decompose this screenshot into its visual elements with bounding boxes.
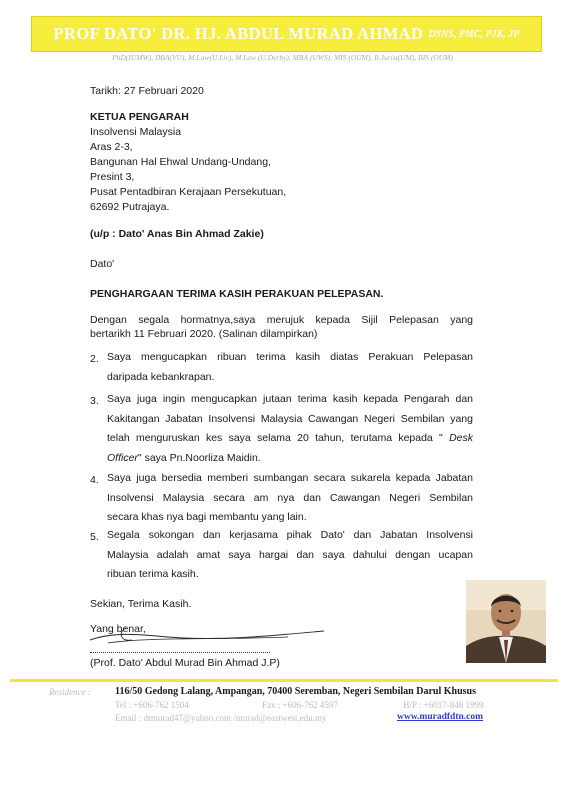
- letterhead-qualifications: PhD(IUMW), DBA(VU), M.Law(U.Liv), M.Law (U.Derby), MBA (UWS), MIS (OUM), B.Jurist(UM), BIS (OUM): [112, 53, 453, 62]
- list-item: [107, 348, 473, 387]
- item-line: Saya juga ingin mengucapkan jutaan terima kasih kepada Pengarah dan: [107, 393, 473, 405]
- residence-label: Residence :: [49, 687, 91, 697]
- item-line: Saya juga bersedia memberi sumbangan secara sukarela kepada Jabatan: [107, 472, 473, 484]
- footer-email[interactable]: Email : drmurad47@yahoo.com /murad@eastwest.edu.my: [115, 713, 327, 723]
- list-item: [107, 526, 473, 585]
- salutation: Dato': [90, 258, 115, 270]
- portrait-image: [466, 580, 546, 663]
- item-line: Insolvensi Malaysia secara am nya dan Cawangan Negeri Sembilan: [107, 491, 473, 504]
- intro-line: bertarikh 11 Februari 2020. (Salinan dilampirkan): [90, 328, 318, 340]
- item-number: 3.: [90, 395, 99, 407]
- footer-tel: Tel : +606-762 1504: [115, 700, 189, 710]
- closing-line: Sekian, Terima Kasih.: [90, 598, 192, 610]
- item-line: ribuan terima kasih.: [107, 568, 199, 580]
- list-item: [107, 469, 473, 528]
- item-line: Malaysia adalah amat saya hargai dan saya dahului dengan ucapan: [107, 548, 473, 561]
- item-number: 5.: [90, 531, 99, 543]
- footer-address: 116/50 Gedong Lalang, Ampangan, 70400 Seremban, Negeri Sembilan Darul Khusus: [115, 686, 476, 697]
- letterhead-banner: [31, 16, 542, 52]
- item-line: [107, 449, 473, 469]
- intro-paragraph: [90, 313, 473, 341]
- footer-divider: [10, 679, 558, 682]
- address-line: Bangunan Hal Ehwal Undang-Undang,: [90, 156, 271, 168]
- address-line: Insolvensi Malaysia: [90, 126, 182, 138]
- signoff-line: Yang benar,: [90, 623, 146, 635]
- list-item: [107, 390, 473, 468]
- item-number: 2.: [90, 353, 99, 365]
- subject-line: PENGHARGAAN TERIMA KASIH PERAKUAN PELEPASAN.: [90, 288, 384, 300]
- letter-date: Tarikh: 27 Februari 2020: [90, 85, 204, 97]
- footer-fax: Fax : +606-762 4597: [262, 700, 338, 710]
- recipient-title: KETUA PENGARAH: [90, 111, 189, 123]
- footer-website-link[interactable]: www.muradfdtn.com: [397, 712, 484, 722]
- address-line: 62692 Putrajaya.: [90, 201, 170, 213]
- item-line: Saya mengucapkan ribuan terima kasih diatas Perakuan Pelepasan: [107, 351, 473, 363]
- item-line: Segala sokongan dan kerjasama pihak Dato' dan Jabatan Insolvensi: [107, 529, 473, 541]
- footer-hp: H/P : +6017-848 1999: [403, 700, 484, 710]
- intro-line: Dengan segala hormatnya,saya merujuk kepada Sijil Pelepasan yang: [90, 314, 473, 326]
- item-text: telah menguruskan kes saya selama 20 tahun, terutama kepada ": [107, 432, 450, 444]
- letterhead-postnominals: DSNS, PMC, PJK, JP: [428, 28, 520, 40]
- item-italic-text: Officer: [107, 451, 138, 464]
- signature-graphic: [88, 610, 328, 655]
- item-line: Kakitangan Jabatan Insolvensi Malaysia Cawangan Negeri Sembilan yang: [107, 412, 473, 425]
- signature-dotted-line: [90, 652, 270, 653]
- item-line: [107, 429, 473, 449]
- item-line: daripada kebankrapan.: [107, 370, 215, 383]
- item-text: " saya Pn.Noorliza Maidin.: [137, 451, 261, 464]
- item-italic-text: Desk: [449, 432, 473, 444]
- portrait-photo: [466, 580, 546, 663]
- item-line: secara khas nya bagi membantu yang lain.: [107, 511, 307, 523]
- attention-line: (u/p : Dato' Anas Bin Ahmad Zakie): [90, 228, 264, 240]
- letterhead-name: PROF DATO' DR. HJ. ABDUL MURAD AHMAD: [53, 24, 424, 43]
- address-line: Pusat Pentadbiran Kerajaan Persekutuan,: [90, 186, 287, 198]
- address-line: Presint 3,: [90, 171, 135, 183]
- item-number: 4.: [90, 474, 99, 486]
- address-line: Aras 2-3,: [90, 141, 133, 153]
- signatory-name: (Prof. Dato' Abdul Murad Bin Ahmad J.P): [90, 657, 280, 669]
